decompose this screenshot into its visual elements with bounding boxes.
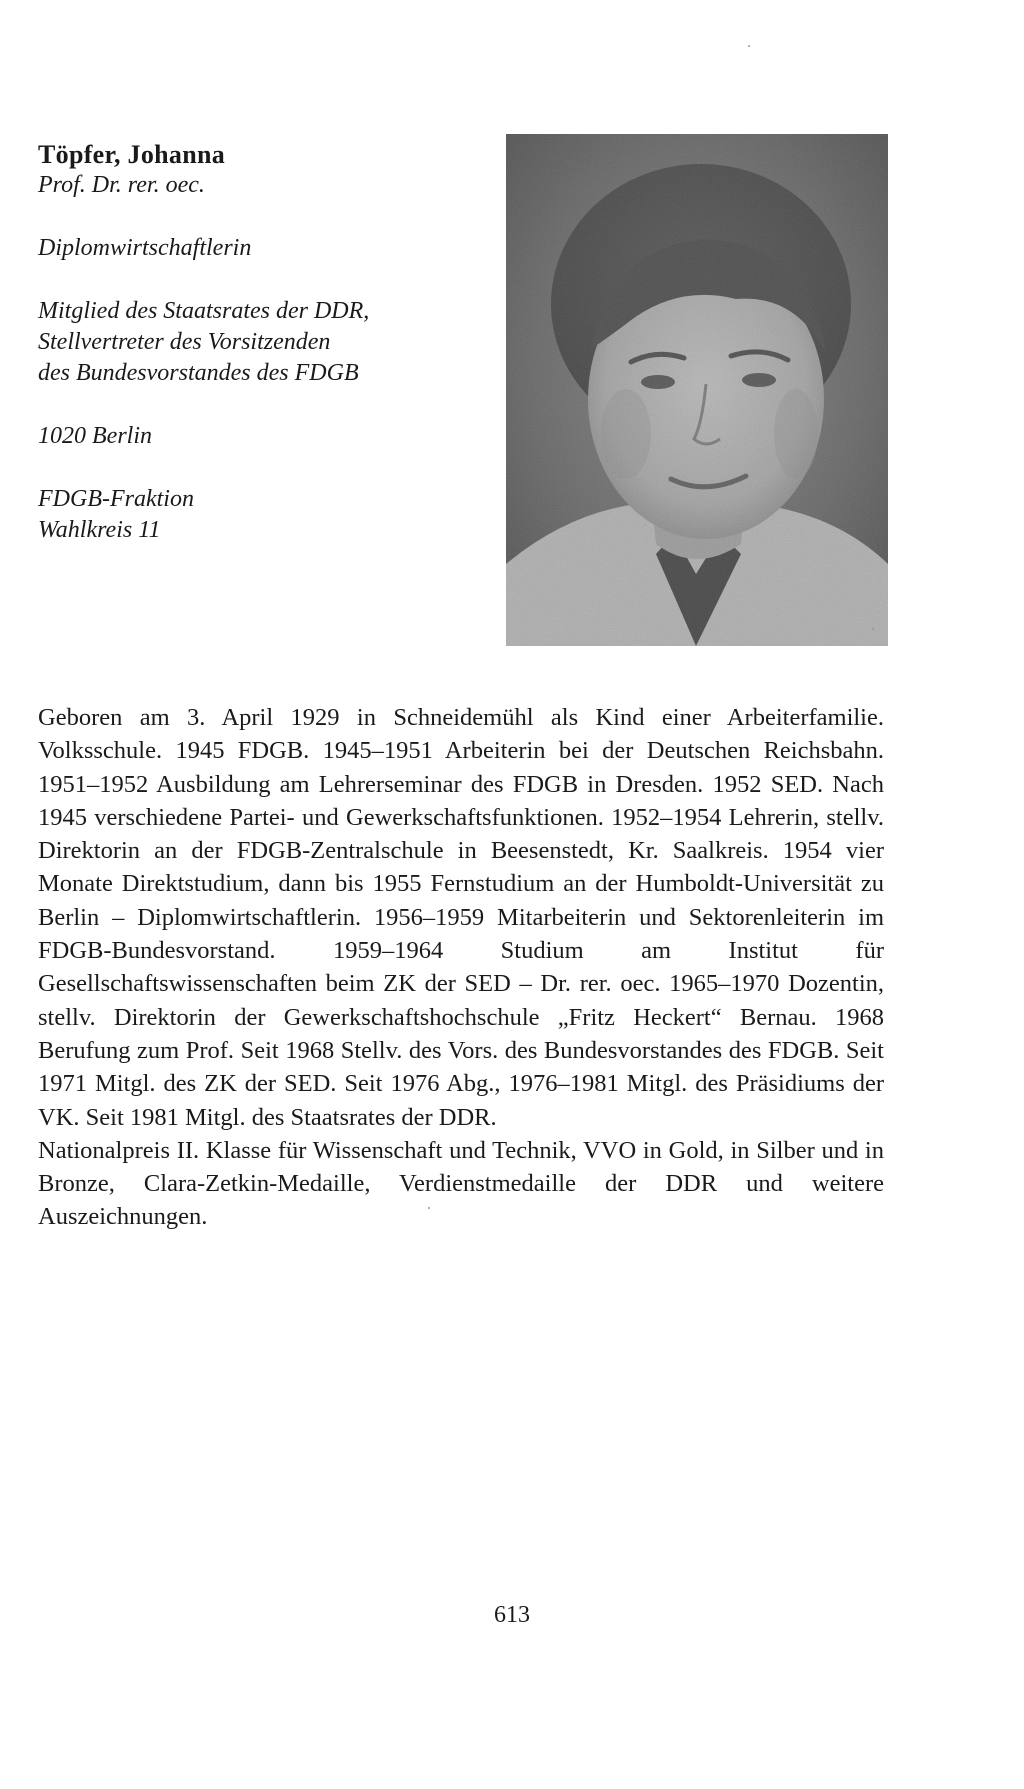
- location: 1020 Berlin: [38, 423, 152, 449]
- position-line-1: Mitglied des Staatsrates der DDR,: [38, 298, 370, 324]
- faction: FDGB-Fraktion: [38, 486, 194, 512]
- biography-paragraph-1: Geboren am 3. April 1929 in Schneidemühl als Kind einer Arbeiterfamilie. Volksschule. 1945 FDGB. 1945–1951 Arbeiterin bei der Deutschen Reichsbahn. 1951–1952 Ausbildung am Lehrerseminar des FDGB in Dresden. 1952 SED. Nach 1945 verschiedene Partei- und Gewerkschaftsfunktionen. 1952–1954 Lehrerin, stellv. Direktorin an der FDGB-Zentralschule in Beesenstedt, Kr. Saalkreis. 1954 vier Monate Direktstudium, dann bis 1955 Fernstudium an der Humboldt-Universität zu Berlin – Diplomwirtschaftlerin. 1956–1959 Mitarbeiterin und Sektorenleiterin im FDGB-Bundesvorstand. 1959–1964 Studium am Institut für Gesellschaftswissenschaften beim ZK der SED – Dr. rer. oec. 1965–1970 Dozentin, stellv. Direktorin der Gewerkschaftshochschule „Fritz Heckert“ Bernau. 1968 Berufung zum Prof. Seit 1968 Stellv. des Vors. des Bundesvorstandes des FDGB. Seit 1971 Mitgl. des ZK der SED. Seit 1976 Abg., 1976–1981 Mitgl. des Präsidiums der VK. Seit 1981 Mitgl. des Staatsrates der DDR.: [38, 704, 884, 1131]
- biography-paragraph-2: Nationalpreis II. Klasse für Wissenschaft und Technik, VVO in Gold, in Silber und in Bronze, Clara-Zetkin-Medaille, Verdienstmedaille der DDR und weitere Auszeichnungen.: [38, 1136, 884, 1231]
- scan-speck: [872, 628, 874, 630]
- page-number: 613: [494, 1602, 530, 1628]
- biography: [38, 701, 884, 1234]
- profession: Diplomwirtschaftlerin: [38, 235, 252, 261]
- constituency: Wahlkreis 11: [38, 517, 161, 543]
- scan-speck: [428, 1207, 430, 1209]
- scan-speck: [748, 45, 750, 47]
- entry-header: [38, 140, 488, 546]
- person-name: Töpfer, Johanna: [38, 140, 226, 169]
- position-line-3: des Bundesvorstandes des FDGB: [38, 360, 359, 386]
- position-line-2: Stellvertreter des Vorsitzenden: [38, 329, 331, 355]
- portrait-photo: [506, 134, 888, 646]
- academic-title: Prof. Dr. rer. oec.: [38, 172, 205, 198]
